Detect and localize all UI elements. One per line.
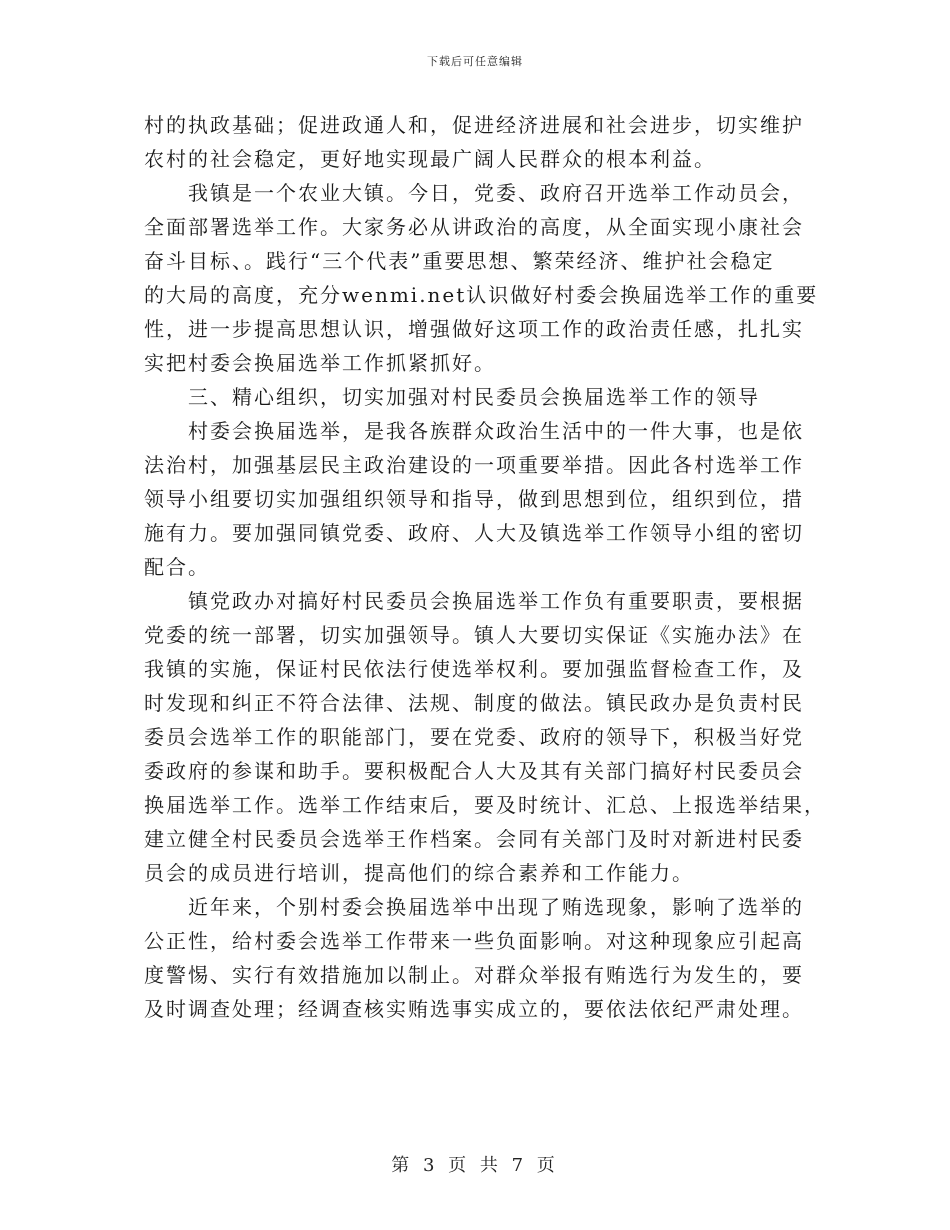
text-line: 公正性，给村委会选举工作带来一些负面影响。对这种现象应引起高: [144, 929, 804, 953]
section-heading: 三、精心组织，切实加强对村民委员会换届选举工作的领导: [188, 385, 760, 409]
page-number-footer: 第 3 页 共 7 页: [391, 1155, 559, 1176]
text-line: 委员会选举工作的职能部门，要在党委、政府的领导下，积极当好党: [144, 725, 804, 749]
text-line: 党委的统一部署，切实加强领导。镇人大要切实保证《实施办法》在: [144, 623, 804, 647]
text-line: 领导小组要切实加强组织领导和指导，做到思想到位，组织到位，措: [144, 487, 804, 511]
page-header: 下载后可任意编辑: [427, 55, 523, 68]
text-line: 全面部署选举工作。大家务必从讲政治的高度，从全面实现小康社会: [144, 215, 804, 239]
text-line: 配合。: [144, 555, 210, 579]
text-line: 的大局的高度，充分wenmi.net认识做好村委会换届选举工作的重要: [144, 283, 819, 307]
text-line: 委政府的参谋和助手。要积极配合人大及其有关部门搞好村民委员会: [144, 759, 804, 783]
text-line: 我镇的实施，保证村民依法行使选举权利。要加强监督检查工作，及: [144, 657, 804, 681]
text-line: 施有力。要加强同镇党委、政府、人大及镇选举工作领导小组的密切: [144, 521, 804, 545]
paragraph-start-line: 镇党政办对搞好村民委员会换届选举工作负有重要职责，要根据: [188, 589, 804, 613]
text-line: 法治村，加强基层民主政治建设的一项重要举措。因此各村选举工作: [144, 453, 804, 477]
text-line: 及时调查处理；经调查核实贿选事实成立的，要依法依纪严肃处理。: [144, 997, 804, 1021]
text-line: 度警惕、实行有效措施加以制止。对群众举报有贿选行为发生的，要: [144, 963, 804, 987]
text-line: 员会的成员进行培训，提高他们的综合素养和工作能力。: [144, 861, 694, 885]
paragraph-start-line: 近年来，个别村委会换届选举中出现了贿选现象，影响了选举的: [188, 895, 804, 919]
text-line: 建立健全村民委员会选举王作档案。会同有关部门及时对新进村民委: [144, 827, 804, 851]
text-line: 性，进一步提高思想认识，增强做好这项工作的政治责任感，扎扎实: [144, 317, 804, 341]
text-line: 农村的社会稳定，更好地实现最广阔人民群众的根本利益。: [144, 147, 716, 171]
document-body: [144, 108, 826, 1026]
text-line: 村的执政基础；促进政通人和，促进经济进展和社会进步，切实维护: [144, 113, 804, 137]
text-line: 时发现和纠正不符合法律、法规、制度的做法。镇民政办是负责村民: [144, 691, 804, 715]
paragraph-start-line: 我镇是一个农业大镇。今日，党委、政府召开选举工作动员会，: [188, 181, 804, 205]
paragraph-start-line: 村委会换届选举，是我各族群众政治生活中的一件大事，也是依: [188, 419, 804, 443]
text-line: 奋斗目标、。践行“三个代表”重要思想、繁荣经济、维护社会稳定: [144, 249, 775, 273]
text-line: 换届选举工作。选举工作结束后，要及时统计、汇总、上报选举结果，: [144, 793, 826, 817]
text-line: 实把村委会换届选举工作抓紧抓好。: [144, 351, 496, 375]
